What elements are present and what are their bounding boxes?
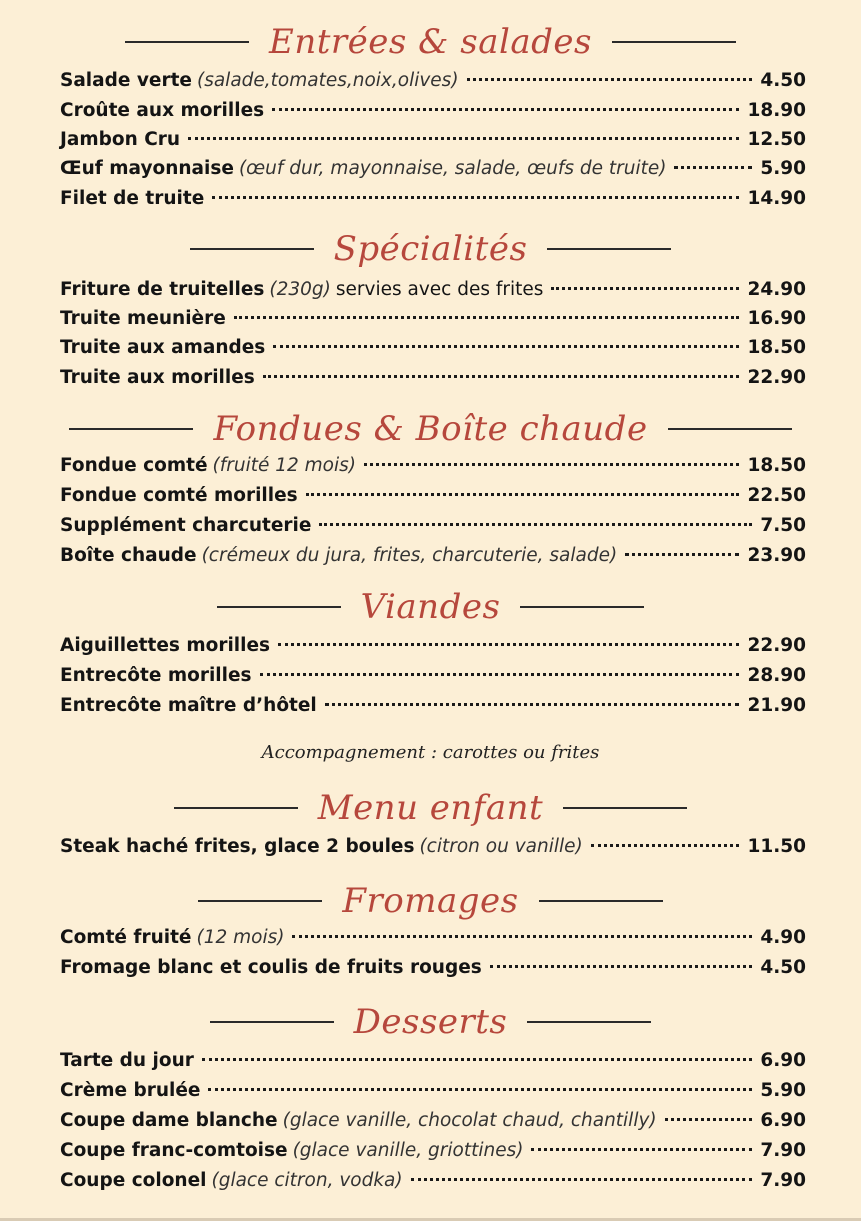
menu-item xyxy=(60,455,806,485)
item-name: Œuf mayonnaise xyxy=(60,158,234,179)
item-name: Supplément charcuterie xyxy=(60,515,312,536)
section-title: Desserts xyxy=(353,1002,508,1042)
item-price: 22.50 xyxy=(747,485,806,506)
menu-item xyxy=(60,836,806,866)
section-heading-entrees xyxy=(0,17,861,67)
section-heading-specialites xyxy=(0,224,861,274)
item-name: Coupe dame blanche xyxy=(60,1110,278,1131)
dot-leader xyxy=(490,965,753,968)
menu-item xyxy=(60,158,806,188)
heading-rule-left xyxy=(125,41,249,43)
item-price: 14.90 xyxy=(747,188,806,209)
dot-leader xyxy=(212,196,739,199)
dot-leader xyxy=(364,463,739,466)
item-name: Steak haché frites, glace 2 boules xyxy=(60,836,415,857)
item-name: Filet de truite xyxy=(60,188,205,209)
dot-leader xyxy=(202,1058,752,1061)
menu-item xyxy=(60,635,806,665)
section-heading-desserts xyxy=(0,997,861,1047)
item-name: Entrecôte maître d’hôtel xyxy=(60,695,317,716)
item-extra: servies avec des frites xyxy=(335,279,544,300)
item-description: (glace vanille, griottines) xyxy=(292,1140,524,1161)
dot-leader xyxy=(531,1148,752,1151)
item-price: 18.50 xyxy=(747,455,806,476)
item-description: (12 mois) xyxy=(196,927,285,948)
dot-leader xyxy=(551,287,739,290)
item-name: Tarte du jour xyxy=(60,1050,194,1071)
heading-rule-left xyxy=(217,606,341,608)
section-title: Spécialités xyxy=(333,229,528,269)
dot-leader xyxy=(325,703,740,706)
dot-leader xyxy=(263,375,740,378)
section-title: Fromages xyxy=(342,881,519,921)
item-price: 4.90 xyxy=(760,927,806,948)
item-description: (glace citron, vodka) xyxy=(211,1170,403,1191)
dot-leader xyxy=(625,553,739,556)
item-price: 4.50 xyxy=(760,70,806,91)
item-price: 18.90 xyxy=(747,100,806,121)
item-name: Truite aux amandes xyxy=(60,337,266,358)
section-heading-fromages xyxy=(0,876,861,926)
item-price: 7.90 xyxy=(760,1170,806,1191)
item-name: Entrecôte morilles xyxy=(60,665,252,686)
item-name: Salade verte xyxy=(60,70,192,91)
item-name: Croûte aux morilles xyxy=(60,100,265,121)
item-price: 11.50 xyxy=(747,836,806,857)
menu-item xyxy=(60,308,806,338)
item-price: 28.90 xyxy=(747,665,806,686)
dot-leader xyxy=(467,78,753,81)
menu-item xyxy=(60,279,806,309)
heading-rule-right xyxy=(520,606,644,608)
item-description: (crémeux du jura, frites, charcuterie, salade) xyxy=(201,545,618,566)
item-description: (citron ou vanille) xyxy=(419,836,583,857)
menu-item xyxy=(60,545,806,575)
item-price: 18.50 xyxy=(747,337,806,358)
menu-item xyxy=(60,665,806,695)
dot-leader xyxy=(234,316,740,319)
menu-item xyxy=(60,188,806,218)
menu-item xyxy=(60,1110,806,1140)
section-title: Fondues & Boîte chaude xyxy=(213,409,648,449)
heading-rule-right xyxy=(539,900,663,902)
dot-leader xyxy=(665,1118,753,1121)
item-price: 12.50 xyxy=(747,129,806,150)
dot-leader xyxy=(273,345,739,348)
menu-item xyxy=(60,1050,806,1080)
item-description: (œuf dur, mayonnaise, salade, œufs de truite) xyxy=(238,158,667,179)
item-price: 7.90 xyxy=(760,1140,806,1161)
item-price: 5.90 xyxy=(760,158,806,179)
heading-rule-left xyxy=(174,807,298,809)
menu-item xyxy=(60,1080,806,1110)
heading-rule-right xyxy=(527,1021,651,1023)
menu-item xyxy=(60,485,806,515)
item-description: (fruité 12 mois) xyxy=(212,455,356,476)
item-name: Fondue comté xyxy=(60,455,208,476)
menu-item xyxy=(60,957,806,987)
item-name: Fondue comté morilles xyxy=(60,485,298,506)
item-price: 22.90 xyxy=(747,635,806,656)
item-price: 21.90 xyxy=(747,695,806,716)
dot-leader xyxy=(319,523,752,526)
section-title: Entrées & salades xyxy=(269,22,592,62)
section-heading-fondues xyxy=(0,404,861,454)
menu-item xyxy=(60,927,806,957)
item-price: 16.90 xyxy=(747,308,806,329)
item-price: 23.90 xyxy=(747,545,806,566)
dot-leader xyxy=(306,493,740,496)
menu-item xyxy=(60,337,806,367)
section-heading-menu-enfant xyxy=(0,783,861,833)
item-name: Truite meunière xyxy=(60,308,226,329)
heading-rule-left xyxy=(69,428,193,430)
item-price: 4.50 xyxy=(760,957,806,978)
menu-item xyxy=(60,70,806,100)
menu-item xyxy=(60,1140,806,1170)
section-heading-viandes xyxy=(0,582,861,632)
item-price: 7.50 xyxy=(760,515,806,536)
item-price: 24.90 xyxy=(747,279,806,300)
menu-item xyxy=(60,515,806,545)
item-price: 6.90 xyxy=(760,1050,806,1071)
dot-leader xyxy=(411,1178,753,1181)
item-name: Boîte chaude xyxy=(60,545,197,566)
item-price: 5.90 xyxy=(760,1080,806,1101)
menu-item xyxy=(60,129,806,159)
dot-leader xyxy=(188,137,739,140)
heading-rule-right xyxy=(547,248,671,250)
heading-rule-left xyxy=(210,1021,334,1023)
side-dish-note: Accompagnement : carottes ou frites xyxy=(261,742,600,763)
item-name: Fromage blanc et coulis de fruits rouges xyxy=(60,957,482,978)
item-description: (salade,tomates,noix,olives) xyxy=(196,70,459,91)
dot-leader xyxy=(292,935,752,938)
item-name: Jambon Cru xyxy=(60,129,181,150)
heading-rule-right xyxy=(563,807,687,809)
menu-item xyxy=(60,367,806,397)
section-title: Viandes xyxy=(360,587,501,627)
item-name: Comté fruité xyxy=(60,927,192,948)
dot-leader xyxy=(208,1088,752,1091)
item-name: Coupe franc-comtoise xyxy=(60,1140,288,1161)
menu-item xyxy=(60,1170,806,1200)
heading-rule-right xyxy=(612,41,736,43)
item-price: 6.90 xyxy=(760,1110,806,1131)
heading-rule-left xyxy=(190,248,314,250)
item-name: Crème brulée xyxy=(60,1080,201,1101)
menu-item xyxy=(60,695,806,725)
dot-leader xyxy=(591,844,740,847)
dot-leader xyxy=(272,108,739,111)
item-description: (230g) xyxy=(269,279,331,300)
item-price: 22.90 xyxy=(747,367,806,388)
dot-leader xyxy=(674,166,752,169)
heading-rule-right xyxy=(668,428,792,430)
item-name: Aiguillettes morilles xyxy=(60,635,271,656)
item-name: Coupe colonel xyxy=(60,1170,207,1191)
dot-leader xyxy=(260,673,740,676)
heading-rule-left xyxy=(198,900,322,902)
section-title: Menu enfant xyxy=(317,788,544,828)
dot-leader xyxy=(278,643,739,646)
item-description: (glace vanille, chocolat chaud, chantilly) xyxy=(282,1110,657,1131)
item-name: Friture de truitelles xyxy=(60,279,265,300)
item-name: Truite aux morilles xyxy=(60,367,255,388)
menu-item xyxy=(60,100,806,130)
